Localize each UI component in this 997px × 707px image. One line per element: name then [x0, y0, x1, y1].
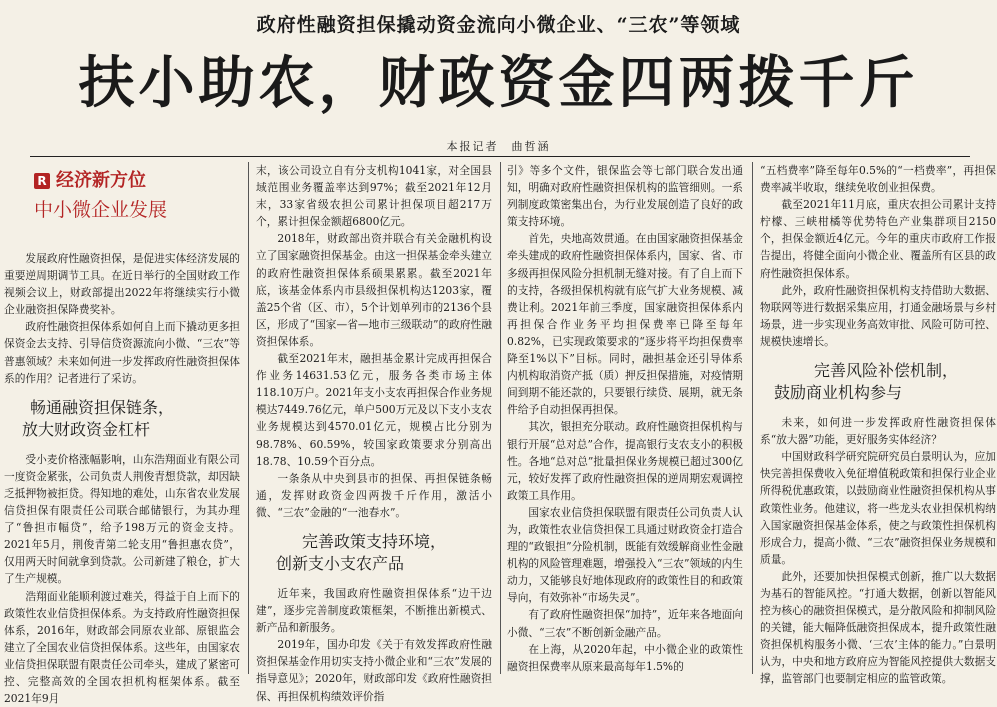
paragraph: 浩翔面业能顺利渡过难关，得益于自上而下的政策性农业信贷担保体系。为支持政府性融资担保体系，2016年，财政部会同原农业部、原银监会建立了全国农业信贷担保体系。这些年，由国家农业信贷担保联盟有限责任公司牵头，建成了紧密可控、完整高效的全国农担机构框架体系。截至2021年9月 — [4, 588, 240, 707]
header-rule — [30, 156, 970, 157]
column-logo-icon: R — [34, 173, 50, 189]
paragraph: 末，该公司设立自有分支机构1041家，对全国县域范围业务覆盖率达到97%；截至2021年12月末，33家省级农担公司累计担保项目超217万个，累计担保金额超6800亿元。 — [256, 162, 492, 230]
paragraph: 中国财政科学研究院研究员白景明认为，应加快完善担保费收入免征增值税政策和担保行业企业所得税优惠政策，以鼓励商业性融资担保机构从事政策性业务。他建议，将一些龙头农业担保机构纳入国家融资担保基金体系，使之与政策性担保机构形成合力，提高小微、“三农”融资担保业务规模和质量。 — [760, 448, 996, 568]
article-column-3 — [507, 162, 743, 677]
section-heading-3: 完善风险补偿机制， 鼓励商业机构参与 — [760, 360, 996, 404]
paragraph: 引》等多个文件，银保监会等七部门联合发出通知，明确对政府性融资担保机构的监管细则。一系列制度政策密集出台，为行业发展创造了良好的政策支持环境。 — [507, 162, 743, 230]
paragraph: 2018年，财政部出资并联合有关金融机构设立了国家融资担保基金。由这一担保基金牵头建立的政府性融资担保体系硕果累累。截至2021年底，该基金体系内市县级担保机构达1203家，覆盖25个省（区、市），5个计划单列市的2136个县区，形成了“国家—省—地市三级联动”的政府性融资担保体系。 — [256, 230, 492, 350]
paragraph: 政府性融资担保体系如何自上而下撬动更多担保资金去支持、引导信贷资源流向小微、“三农”等普惠领域？未来如何进一步发挥政府性融资担保体系的作用？记者进行了采访。 — [4, 318, 240, 386]
article-headline: 扶小助农，财政资金四两拨千斤 — [0, 52, 997, 116]
column-divider — [752, 162, 753, 674]
column-divider — [248, 162, 249, 674]
paragraph: 未来，如何进一步发挥政府性融资担保体系“放大器”功能，更好服务实体经济？ — [760, 414, 996, 448]
paragraph: 近年来，我国政府性融资担保体系“边干边建”，逐步完善制度政策框架，不断推出新模式、新产品和新服务。 — [256, 585, 492, 636]
paragraph: 一条条从中央到县市的担保、再担保链条畅通，发挥财政资金四两拨千斤作用，激活小微、“三农”金融的“一池春水”。 — [256, 470, 492, 521]
article-byline: 本报记者 曲哲涵 — [0, 138, 997, 154]
paragraph: 在上海，从2020年起，中小微企业的政策性融资担保费率从原来最高每年1.5%的 — [507, 641, 743, 675]
section-heading-2: 完善政策支持环境， 创新支小支农产品 — [256, 531, 492, 575]
article-subhead: 政府性融资担保撬动资金流向小微企业、“三农”等领域 — [0, 10, 997, 37]
paragraph: 此外，还要加快担保模式创新，推广以大数据为基石的智能风控。“打通大数据，创新以智能风控为核心的融资担保模式，是分散风险和抑制风险的关键，能大幅降低融资担保成本，提升政策性融资担保机构服务小微、‘三农’主体的能力。”白景明认为，中央和地方政府应为智能风控提供大数据支撑，监管部门也要制定相应的监管政策。 — [760, 568, 996, 688]
paragraph: 2019年，国办印发《关于有效发挥政府性融资担保基金作用切实支持小微企业和“三农”发展的指导意见》；2020年，财政部印发《政府性融资担保、再担保机构绩效评价指 — [256, 636, 492, 704]
article-column-1 — [4, 162, 240, 677]
paragraph: 国家农业信贷担保联盟有限责任公司负责人认为，政策性农业信贷担保工具通过财政资金打造合理的“政银担”分险机制，既能有效缓解商业性金融机构的风险管理难题，增强投入“三农”领域的内生动力，又能够良好地体现政府的政策性目的和政策导向，有效弥补“市场失灵”。 — [507, 504, 743, 607]
column-tag-name: 经济新方位 — [56, 170, 146, 192]
column-divider — [500, 162, 501, 674]
article-column-2 — [256, 162, 492, 677]
paragraph: 此外，政府性融资担保机构支持借助大数据、物联网等进行数据采集应用，打通金融场景与乡村场景，进一步实现业务高效审批、风险可防可控、规模快速增长。 — [760, 282, 996, 350]
column-tag-subtitle: 中小微企业发展 — [34, 198, 240, 222]
paragraph: 发展政府性融资担保，是促进实体经济发展的重要逆周期调节工具。在近日举行的全国财政工作视频会议上，财政部提出2022年将继续实行小微企业融资担保降费奖补。 — [4, 250, 240, 318]
section-heading-1: 畅通融资担保链条， 放大财政资金杠杆 — [4, 397, 240, 441]
paragraph: 有了政府性融资担保“加持”，近年来各地面向小微、“三农”不断创新金融产品。 — [507, 606, 743, 640]
paragraph: 截至2021年11月底，重庆农担公司累计支持柠檬、三峡柑橘等优势特色产业集群项目2150个，担保金额近4亿元。今年的重庆市政府工作报告提出，将健全面向小微企业、覆盖所有区县的政府性融资担保体系。 — [760, 196, 996, 281]
paragraph: 首先，央地高效贯通。在由国家融资担保基金牵头建成的政府性融资担保体系内，国家、省、市多级再担保风险分担机制无缝对接。有了自上而下的支持，各级担保机构就有底气扩大业务规模、减费让利。2021年前三季度，国家融资担保体系内再担保合作业务平均担保费率已降至每年0.82%，已实现政策要求的“逐步将平均担保费率降至1%以下”目标。同时，融担基金还引导体系内机构取消资产抵（质）押反担保措施，对疫情期间到期不能还款的，只要银行续贷、展期，就无条件给予自动担保再担保。 — [507, 230, 743, 418]
paragraph: “五档费率”降至每年0.5%的“一档费率”，再担保费率减半收取，继续免收创业担保费。 — [760, 162, 996, 196]
paragraph: 其次，银担充分联动。政府性融资担保机构与银行开展“总对总”合作，提高银行支农支小的积极性。各地“总对总”批量担保业务规模已超过300亿元，较好发挥了政府性融资担保的逆周期宏观调控政策工具作用。 — [507, 418, 743, 503]
column-tag — [34, 170, 240, 192]
paragraph: 截至2021年末，融担基金累计完成再担保合作业务14631.53亿元，服务各类市场主体118.10万户。2021年支小支农再担保合作业务规模达7449.76亿元，单户500万元及以下支小支农业务规模达到4570.01亿元，规模占比分别为98.78%、60.59%，较国家政策要求分别高出18.78、10.59个百分点。 — [256, 350, 492, 470]
article-column-4 — [760, 162, 996, 677]
paragraph: 受小麦价格涨幅影响，山东浩翔面业有限公司一度资金紧张，公司负责人荆俊青想贷款，却因缺乏抵押物被拒贷。得知地的难处，山东省农业发展信贷担保有限责任公司联合邮储银行，为其办理了“鲁担市幅贷”，给予198万元的资金支持。2021年5月，荆俊青第二轮支用“鲁担惠农贷”，仅用两天时间就拿到贷款。公司新建了粮仓，扩大了生产规模。 — [4, 451, 240, 588]
